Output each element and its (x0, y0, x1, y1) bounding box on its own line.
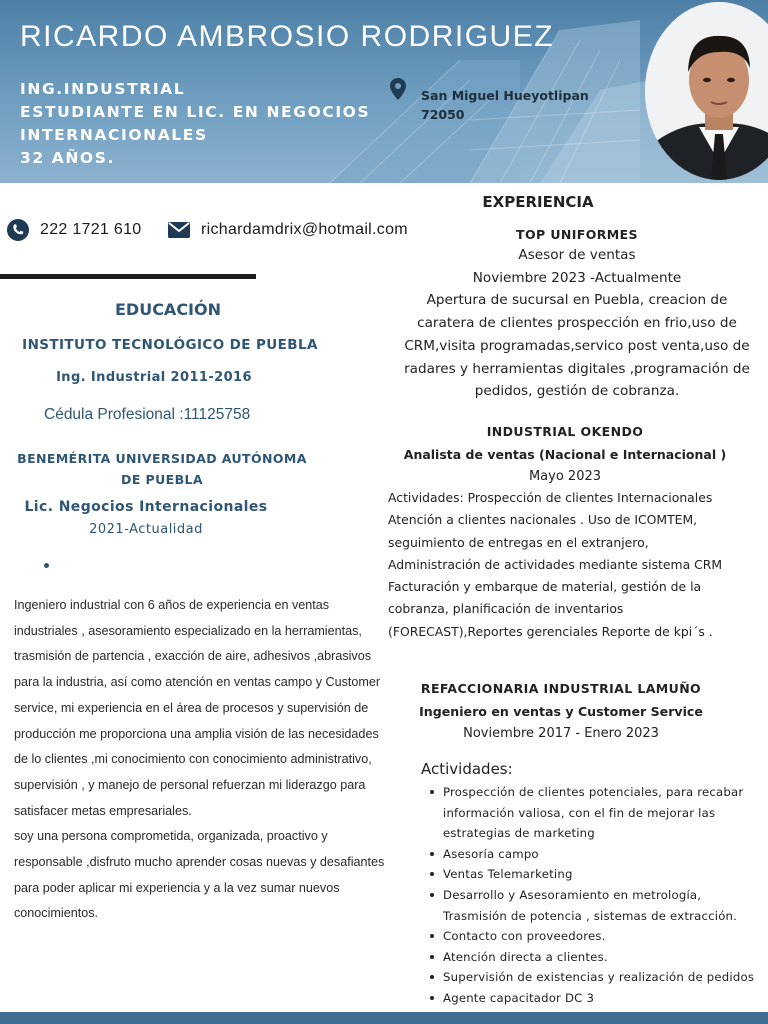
job-description-line: CRM,visita programadas,servico post venta,uso de (404, 337, 750, 354)
job-role: Ingeniero en ventas y Customer Service (419, 704, 703, 719)
activity-item: Supervisión de existencias y realización de pedidos (443, 967, 768, 988)
job-description-line: Administración de actividades mediante sistema CRM (388, 556, 723, 572)
company-name: INDUSTRIAL OKENDO (486, 424, 644, 439)
bullet-dot (44, 563, 49, 568)
activity-item: Desarrollo y Asesoramiento en metrología, Trasmisión de potencia , sistemas de extracción. (443, 885, 768, 926)
profile-paragraph: soy una persona comprometida, organizada, proactivo y responsable ,disfruto mucho aprender cosas nuevas y desafiantes para poder aplicar mi experiencia y a la vez sumar nuevos conocimientos. (14, 829, 385, 921)
experience-heading: EXPERIENCIA (482, 193, 594, 211)
job-description-line: pedidos, gestión de cobranza. (474, 383, 680, 400)
job-description (388, 487, 742, 643)
job-date: Noviembre 2017 - Enero 2023 (463, 726, 659, 741)
activity-item: Agente capacitador DC 3 (443, 988, 768, 1009)
job-description-line: (FORECAST),Reportes gerenciales Reporte de kpi´s . (388, 623, 713, 639)
section-divider (0, 274, 256, 279)
profile-paragraph: Ingeniero industrial con 6 años de experiencia en ventas industriales , asesoramiento especializado en la herramientas, trasmisión de partencia , exacción de aire, adhesivos ,abrasivos para la industria, así como atención en ventas campo y Customer service, mi experiencia en el área de procesos y supervisión de producción me proporciona una amplia visión de las necesidades de lo clientes ,mi conocimiento con conocimiento administrativo, supervisión , y manejo de personal refuerzan mi liderazgo para satisfacer metas empresariales. (14, 598, 381, 818)
job-role: Analista de ventas (Nacional e Internacional ) (403, 447, 727, 462)
company-name: TOP UNIFORMES (516, 227, 638, 242)
school-name-line: BENEMÉRITA UNIVERSIDAD AUTÓNOMA (17, 451, 307, 466)
activities-heading: Actividades: (421, 760, 513, 778)
job-date: Noviembre 2023 -Actualmente (472, 269, 682, 286)
location (421, 86, 589, 124)
activity-item: Ventas Telemarketing (443, 864, 768, 885)
header-banner (0, 0, 768, 183)
job-description-line: Apertura de sucursal en Puebla, creacion de (426, 292, 728, 309)
headline-line: ING.INDUSTRIAL (20, 80, 186, 98)
activity-item: Contacto con proveedores. (443, 926, 768, 947)
school-name (0, 448, 324, 490)
location-line: 72050 (421, 107, 465, 122)
phone-icon (6, 218, 30, 242)
job-description-line: Actividades: Prospección de clientes Internacionales (388, 490, 713, 505)
job-description-line: Facturación y embarque de material, gestión de la (388, 579, 702, 595)
headline-line: ESTUDIANTE EN LIC. EN NEGOCIOS (20, 103, 371, 121)
degree-entry: Lic. Negocios Internacionales (24, 499, 268, 515)
activity-item: Asesoría campo (443, 844, 768, 865)
headline-line: INTERNACIONALES (20, 126, 208, 144)
job-description-line: Atención a clientes nacionales . Uso de ICOMTEM, (388, 512, 698, 528)
envelope-icon (167, 221, 191, 239)
job-entry (388, 680, 734, 742)
headline-line: 32 AÑOS. (20, 149, 115, 167)
phone-number: 222 1721 610 (40, 221, 142, 238)
school-name: INSTITUTO TECNOLÓGICO DE PUEBLA (22, 337, 318, 353)
footer-bar (0, 1012, 768, 1024)
location-pin-icon (390, 78, 406, 100)
email-address: richardamdrix@hotmail.com (201, 221, 408, 238)
degree-years: 2021-Actualidad (89, 522, 203, 537)
job-role: Asesor de ventas (518, 247, 636, 263)
job-description-line: cobranza, planificación de inventarios (388, 601, 624, 617)
job-description-line: seguimiento de entregas en el extranjero, (388, 534, 649, 550)
activity-item: Prospección de clientes potenciales, para recabar información valiosa, con el fin de mejorar las estrategias de marketing (443, 782, 768, 844)
job-date: Mayo 2023 (528, 469, 602, 484)
job-description-line: caratera de clientes prospección en frio,uso de (417, 315, 737, 332)
candidate-name: RICARDO AMBROSIO RODRIGUEZ (20, 20, 555, 53)
job-description-line: radares y herramientas digitales ,programación de (404, 360, 750, 377)
phone-contact[interactable] (6, 216, 141, 244)
location-line: San Miguel Hueyotlipan (421, 88, 589, 103)
job-entry (388, 225, 766, 403)
education-heading: EDUCACIÓN (114, 300, 221, 319)
activities-list (443, 782, 768, 1009)
school-name-line: DE PUEBLA (121, 472, 203, 487)
profile-summary (14, 593, 386, 927)
degree-entry: Ing. Industrial 2011-2016 (56, 370, 252, 385)
job-entry (388, 423, 742, 643)
email-contact[interactable] (167, 216, 408, 244)
activity-item: Atención directa a clientes. (443, 947, 768, 968)
professional-license: Cédula Profesional :11125758 (44, 406, 251, 423)
headline (20, 78, 380, 170)
company-name: REFACCIONARIA INDUSTRIAL LAMUÑO (420, 681, 702, 696)
